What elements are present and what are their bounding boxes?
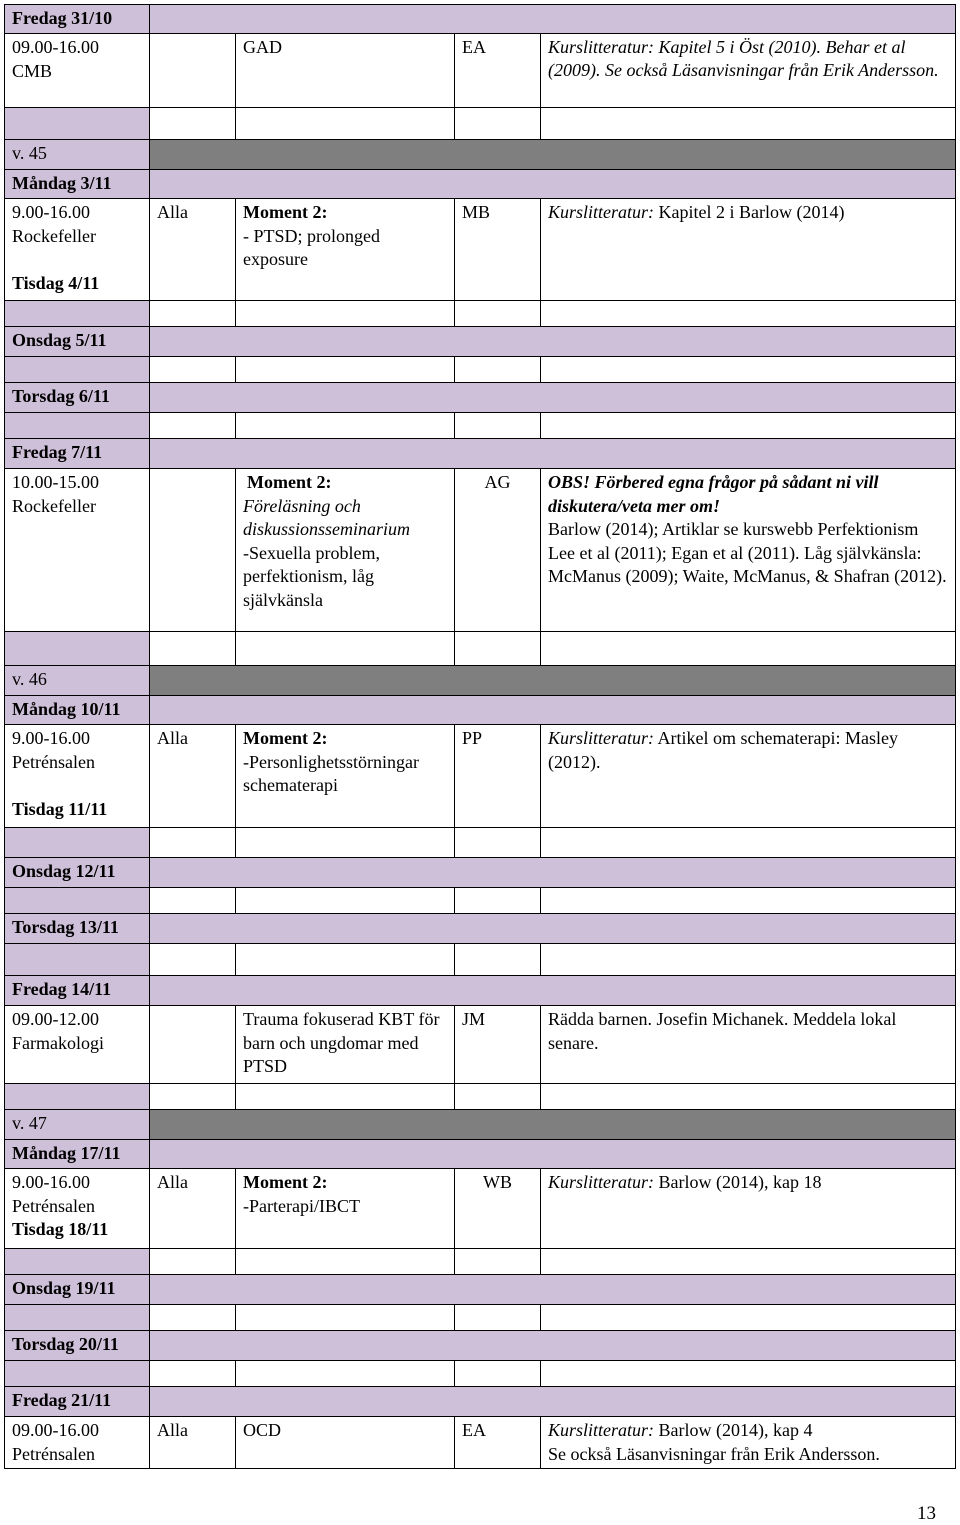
literature-cell [541,1169,956,1249]
day-label: Fredag 14/11 [5,976,150,1006]
day-row [5,1331,956,1361]
topic-text: - PTSD; prolonged exposure [243,225,380,269]
session-time: 9.00-16.00 [12,728,90,748]
group-cell [150,34,236,108]
day-row [5,696,956,725]
week-row [5,1110,956,1140]
day-label: Måndag 3/11 [5,170,150,199]
session-time: 9.00-16.00 [12,1172,90,1192]
moment-label: Moment 2: [243,1172,328,1192]
session-room: Rockefeller [12,495,96,516]
spacer-row [5,357,956,383]
session-row [5,1006,956,1084]
day-label: Onsdag 19/11 [5,1275,150,1305]
day-row [5,914,956,944]
moment-label: Moment 2: [243,728,328,748]
spacer-row [5,1305,956,1331]
day-row [5,170,956,199]
week-label: v. 46 [5,666,150,696]
time-room-cell [5,1006,150,1084]
session-time: 9.00-16.00 [12,202,90,222]
literature-label: Kurslitteratur: [548,1172,655,1192]
teacher-cell: JM [455,1006,541,1084]
session-room: Petrénsalen [12,751,95,772]
session-time: 09.00-16.00 [12,37,99,57]
time-room-cell [5,1169,150,1249]
literature-cell: Kurslitteratur: Kapitel 5 i Öst (2010). Behar et al (2009). Se också Läsanvisningar från Erik Andersson. [541,34,956,108]
day-label: Måndag 17/11 [5,1140,150,1169]
time-room-cell [5,725,150,828]
time-room-cell [5,199,150,301]
spacer-row [5,888,956,914]
time-room-cell [5,469,150,632]
day-label: Tisdag 4/11 [12,273,100,293]
session-room: CMB [12,60,53,81]
day-row [5,1387,956,1417]
day-label: Torsdag 13/11 [5,914,150,944]
day-row [5,5,956,34]
day-row [5,976,956,1006]
teacher-cell: PP [455,725,541,828]
literature-cell: Rädda barnen. Josefin Michanek. Meddela lokal senare. [541,1006,956,1084]
topic-text: -Sexuella problem, perfektionism, låg självkänsla [243,542,380,610]
session-room: Farmakologi [12,1032,104,1053]
session-row [5,469,956,632]
topic-subtitle: Föreläsning och diskussionsseminarium [243,495,411,539]
session-row [5,1169,956,1249]
topic-cell [236,199,455,301]
topic-text: -Personlighetsstörningar schematerapi [243,751,419,795]
time-room-cell [5,34,150,108]
week-row [5,140,956,170]
spacer-row [5,1084,956,1110]
session-row [5,199,956,301]
teacher-cell: AG [455,469,541,632]
spacer-row [5,944,956,976]
session-time: 09.00-12.00 [12,1009,99,1029]
day-label: Måndag 10/11 [5,696,150,725]
day-label: Torsdag 20/11 [5,1331,150,1361]
spacer-row [5,1249,956,1275]
literature-cell [541,725,956,828]
group-cell: Alla [150,1417,236,1469]
literature-text: Barlow (2014), kap 4 [654,1420,813,1440]
day-label: Fredag 7/11 [5,439,150,469]
topic-cell: GAD [236,34,455,108]
session-room: Rockefeller [12,225,96,246]
day-row [5,1140,956,1169]
day-row [5,383,956,413]
obs-note: OBS! Förbered egna frågor på sådant ni vill diskutera/veta mer om! [548,472,879,516]
day-label: Tisdag 18/11 [12,1219,109,1239]
day-row [5,327,956,357]
time-room-cell [5,1417,150,1469]
teacher-cell: EA [455,34,541,108]
literature-text: Artikel om schematerapi: Masley (2012). [548,728,898,772]
group-cell: Alla [150,725,236,828]
literature-note: Se också Läsanvisningar från Erik Andersson. [548,1443,880,1464]
literature-cell [541,1417,956,1469]
session-room: Petrénsalen [12,1443,95,1464]
topic-text: -Parterapi/IBCT [243,1195,360,1216]
session-time: 09.00-16.00 [12,1420,99,1440]
topic-cell: OCD [236,1417,455,1469]
literature-text: Barlow (2014); Artiklar se kurswebb Perfektionism Lee et al (2011); Egan et al (2011). Låg självkänsla: McManus (2009); Waite, McManus, & Shafran (2012). [548,519,947,586]
literature-label: Kurslitteratur: [548,728,655,748]
literature-cell [541,469,956,632]
moment-label: Moment 2: [243,202,328,222]
group-cell: Alla [150,199,236,301]
week-label: v. 47 [5,1110,150,1140]
teacher-cell: MB [455,199,541,301]
group-cell: Alla [150,1169,236,1249]
week-row [5,666,956,696]
literature-label: Kurslitteratur: [548,1420,655,1440]
day-label: Fredag 31/10 [5,5,150,34]
spacer-row [5,413,956,439]
spacer-row [5,828,956,858]
day-label: Fredag 21/11 [5,1387,150,1417]
session-row [5,725,956,828]
spacer-row [5,632,956,666]
day-label: Torsdag 6/11 [5,383,150,413]
session-time: 10.00-15.00 [12,472,99,492]
topic-cell [236,1169,455,1249]
moment-label: Moment 2: [247,472,332,492]
teacher-cell: WB [455,1169,541,1249]
day-label: Tisdag 11/11 [12,799,108,819]
session-row [5,34,956,108]
day-row [5,1275,956,1305]
week-label: v. 45 [5,140,150,170]
literature-text: Barlow (2014), kap 18 [654,1172,822,1192]
teacher-cell: EA [455,1417,541,1469]
page-number: 13 [917,1503,936,1524]
group-cell [150,1006,236,1084]
spacer-row [5,301,956,327]
day-row [5,439,956,469]
spacer-row [5,1361,956,1387]
literature-text: Kapitel 2 i Barlow (2014) [654,202,845,222]
session-room: Petrénsalen [12,1195,95,1216]
group-cell [150,469,236,632]
literature-cell [541,199,956,301]
literature-label: Kurslitteratur: [548,202,655,222]
day-label: Onsdag 5/11 [5,327,150,357]
spacer-row [5,108,956,140]
session-row [5,1417,956,1469]
topic-cell: Trauma fokuserad KBT för barn och ungdomar med PTSD [236,1006,455,1084]
day-row [5,858,956,888]
schedule-table [4,4,956,1469]
topic-cell [236,469,455,632]
day-label: Onsdag 12/11 [5,858,150,888]
topic-cell [236,725,455,828]
